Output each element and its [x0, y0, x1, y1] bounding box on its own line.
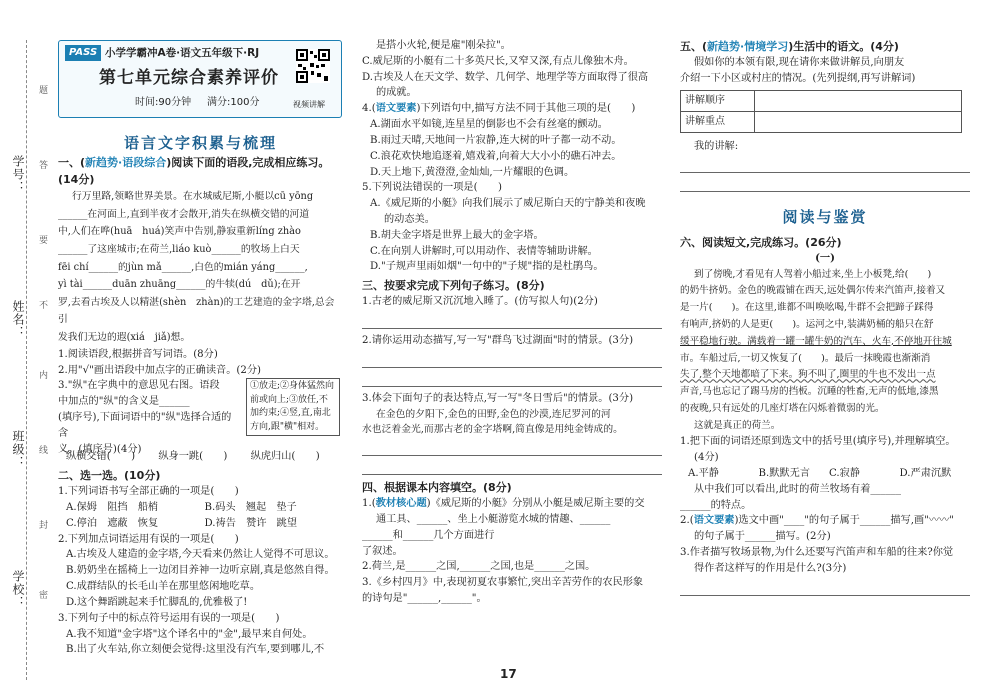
section-title-accumulation: 语言文字积累与梳理	[123, 134, 277, 152]
fill-line: 3.《乡村四月》中,表现初夏农事繁忙,突出辛苦劳作的农民形象	[362, 577, 644, 589]
passage-line: 发我们无边的遐(xiá jiǎ)想。	[58, 332, 191, 344]
element-tag: 语文要素	[693, 514, 735, 527]
passage-venice	[58, 188, 343, 347]
option[interactable]: C.在向别人讲解时,可以用动作、表情等辅助讲解。	[370, 245, 598, 257]
example-quote	[362, 407, 662, 437]
continued-line: 是搭小火轮,便是雇"刚朵拉"。	[376, 40, 511, 51]
student-id-label: 学号：	[11, 155, 25, 194]
option[interactable]: A.我不知道"金字塔"这个译名中的"金",最早来自何处。	[66, 628, 313, 640]
option[interactable]: C.浪花欢快地追逐着,嬉戏着,向着大大小小的礁石冲去。	[370, 150, 622, 162]
option[interactable]: B.码头 翘起 垫子	[204, 502, 297, 514]
logo: PASS	[65, 45, 101, 61]
option[interactable]: A.《威尼斯的小艇》向我们展示了威尼斯白天的宁静美和夜晚	[370, 198, 646, 210]
passage-line: ______了这座城市;在荷兰,liáo kuò______的牧场上白天	[58, 243, 300, 255]
answer-line[interactable]	[362, 349, 662, 368]
fill-line[interactable]: 2.荷兰,是______之国,______之国,也是______之国。	[362, 561, 596, 573]
option[interactable]: D.这个舞蹈跳起来手忙脚乱的,优雅极了!	[66, 596, 248, 608]
fill-line[interactable]: ______和______几个方面进行	[362, 529, 495, 541]
options	[58, 627, 343, 659]
sub-question-3	[58, 378, 343, 455]
qr-code-icon[interactable]	[296, 49, 330, 83]
sub-question: 2.下列加点词语运用有误的一项是( )	[58, 533, 239, 545]
seal-mark: 线	[37, 445, 47, 454]
passage-line: 这就是真正的荷兰。	[694, 419, 781, 431]
passage-line: 有响声,挤奶的人是更( )。运河之中,装满奶桶的船只在舒	[680, 318, 934, 330]
name-label: 姓名：	[11, 300, 25, 339]
option[interactable]: D."子规声里雨如烟"一句中的"子规"指的是杜鹃鸟。	[370, 261, 604, 273]
passage-line: 的奶牛挤奶。金色的晚霞铺在西天,远处偶尔传来汽笛声,接着又	[680, 285, 946, 297]
table-row-label: 讲解重点	[681, 111, 755, 132]
question-6-heading: 六、阅读短文,完成练习。(26分)	[680, 235, 842, 249]
option-continued: 的成就。	[376, 87, 417, 99]
passage-line: 是一片( )。在这里,谁都不叫唤吆喝,牛群不会把蹄子踩得	[680, 302, 934, 314]
word-item: 纵虎归山( )	[250, 451, 320, 463]
answer-line[interactable]	[680, 173, 970, 192]
table-row-label: 讲解顺序	[681, 90, 755, 111]
option[interactable]: B.奶奶坐在摇椅上一边闭目养神一边听京剧,真是悠然自得。	[66, 565, 335, 577]
page-number: 17	[500, 667, 517, 681]
sub-question: 3.体会下面句子的表达特点,写一写"冬日雪后"的情景。(3分)	[362, 392, 634, 404]
element-tag: 语文要素	[375, 102, 417, 115]
answer-line[interactable]	[362, 456, 662, 475]
passage-line: ______在河面上,直到半夜才会散开,消失在纵横交错的河道	[58, 208, 310, 220]
question-5-heading: 五、(新趋势·情境学习)生活中的语文。(4分)	[680, 40, 899, 53]
binding-sidebar	[0, 0, 52, 695]
sub-question: 4.(语文要素)下列语句中,描写方法不同于其他三项的是( )	[362, 102, 636, 115]
fill-line[interactable]: 通工具、______、坐上小艇游览水城的情趣、______	[376, 513, 611, 525]
passage-netherlands	[680, 267, 970, 435]
class-label: 班级：	[11, 430, 25, 469]
qr-caption: 视频讲解	[293, 100, 325, 109]
seal-mark: 封	[37, 520, 47, 529]
quote-line: 水也泛着金光,而那古老的金字塔啊,简直像是用纯金铸成的。	[362, 423, 623, 435]
sub-question: 2.(语文要素)选文中画"____"的句子属于______描写,画"〰〰"	[680, 514, 954, 527]
question-1	[58, 154, 343, 658]
sub-question-line: 义。(填序号)(4分)	[58, 443, 142, 455]
passage-line: yì tài______duān zhuāng______的牛犊(dú dǔ);在开	[58, 279, 301, 291]
answer-line[interactable]	[362, 310, 662, 329]
options	[680, 466, 970, 482]
option[interactable]: D.严肃沉默	[899, 468, 952, 480]
option[interactable]: B.胡夫金字塔是世界上最大的金字塔。	[370, 229, 544, 241]
seal-mark: 题	[37, 85, 47, 94]
part-label: (一)	[815, 251, 835, 264]
sub-question-line: 中加点的"纵"的含义是______	[58, 396, 190, 408]
option[interactable]: D.祷告 赞许 跳望	[204, 517, 298, 529]
passage-line: 到了傍晚,才看见有人驾着小船过来,坐上小板凳,给( )	[694, 268, 932, 280]
fill-line[interactable]: 从中我们可以看出,此时的荷兰牧场有着______	[694, 483, 901, 495]
passage-line: 声音,马也忘记了踢马房的挡板。沉睡的牲畜,无声的低地,漆黑	[680, 386, 939, 398]
option[interactable]: B.默默无言	[758, 468, 810, 480]
intro-line: 假如你的本领有限,现在请你来做讲解员,向朋友	[694, 57, 905, 69]
word-item: 纵横交错( )	[66, 451, 136, 463]
options	[58, 547, 343, 610]
option[interactable]: C.寂静	[829, 468, 861, 480]
sub-question: 1.阅读语段,根据拼音写词语。(8分)	[58, 348, 218, 360]
sub-question: 2.请你运用动态描写,写一写"群鸟飞过湖面"时的情景。(3分)	[362, 335, 634, 347]
seal-mark: 要	[37, 235, 47, 244]
series-title: 小学学霸冲A卷·语文五年级下·RJ	[105, 47, 260, 59]
sub-question-line: 得作者这样写的作用是什么?(3分)	[694, 562, 847, 574]
seal-mark: 答	[37, 160, 47, 169]
options	[362, 117, 662, 180]
option[interactable]: A.平静	[688, 468, 719, 480]
option[interactable]: A.古埃及人建造的金字塔,今天看来仍然让人觉得不可思议。	[66, 549, 335, 561]
word-item: 纵身一跳( )	[158, 451, 228, 463]
sub-question: 1.古老的威尼斯又沉沉地入睡了。(仿写拟人句)(2分)	[362, 296, 598, 308]
sub-question-line: 3."纵"在字典中的意思见右图。语段	[58, 380, 220, 392]
answer-line[interactable]	[680, 577, 970, 596]
sub-question: 5.下列说法错误的一项是( )	[362, 182, 502, 194]
time-limit: 时间:90分钟	[135, 97, 192, 108]
core-tag: 教材核心题	[375, 497, 427, 510]
sub-question: 3.下列句子中的标点符号运用有误的一项是( )	[58, 612, 280, 624]
passage-line-wavy: 失了,整个天地都暗了下来。狗不叫了,圈里的牛也不发出一点	[680, 369, 936, 381]
question-4-heading: 四、根据课本内容填空。(8分)	[362, 481, 512, 495]
dictionary-box: ①放走;②身体猛然向前或向上;③放任,不加约束;④竖,直,南北方向,跟"横"相对。	[246, 378, 340, 436]
seal-mark: 不	[37, 300, 47, 309]
fill-line[interactable]: 的句子属于______描写。(2分)	[694, 531, 831, 543]
question-1-heading: 一、(新趋势·语段综合)阅读下面的语段,完成相应练习。(14分)	[58, 156, 330, 187]
option[interactable]: D.天上地下,黄澄澄,金灿灿,一片耀眼的色调。	[370, 166, 575, 178]
table-cell-input[interactable]	[755, 111, 962, 132]
intro-line: 介绍一下小区或村庄的情况。(先列提纲,再写讲解词)	[680, 72, 916, 84]
score-note: (4分)	[694, 452, 719, 464]
option-continued: 的动态美。	[384, 213, 435, 225]
passage-line: 行万里路,领略世界美景。在水城威尼斯,小艇以cū yōng	[72, 191, 314, 203]
option[interactable]: C.停泊 遮蔽 恢复	[66, 517, 159, 529]
exam-title: 第七单元综合素养评价	[99, 68, 279, 88]
trend-tag: 新趋势·情境学习	[707, 40, 789, 53]
sub-question: 2.用"√"画出语段中加点字的正确读音。(2分)	[58, 364, 262, 376]
sub-question: 3.作者描写牧场景物,为什么还要写汽笛声和车船的往来?你觉	[680, 547, 954, 559]
question-2-heading: 二、选一选。(10分)	[58, 469, 161, 483]
full-score: 满分:100分	[207, 97, 260, 108]
fill-line[interactable]: ______的特点。	[680, 499, 752, 511]
table-cell-input[interactable]	[755, 90, 962, 111]
options	[58, 500, 343, 532]
option[interactable]: B.出了火车站,你立刻便会觉得:这里没有汽车,要到哪儿,不	[66, 644, 325, 656]
passage-line: 罗,去看古埃及人以精湛(shèn zhàn)的工艺建造的金字塔,总会引	[58, 296, 335, 326]
option[interactable]: A.保姆 阻挡 船梢	[66, 502, 159, 514]
option[interactable]: C.威尼斯的小艇有二十多英尺长,又窄又深,有点儿像独木舟。	[362, 55, 634, 67]
option[interactable]: B.雨过天晴,天地间一片寂静,连大树的叶子都一动不动。	[370, 134, 622, 146]
sub-question: 1.下列词语书写全部正确的一项是( )	[58, 486, 239, 498]
school-label: 学校：	[11, 570, 25, 609]
answer-line[interactable]	[362, 437, 662, 456]
quote-line: 在金色的夕阳下,金色的田野,金色的沙漠,连尼罗河的河	[376, 408, 611, 420]
passage-line: 中,人们在哗(huā huá)笑声中告别,静寂重新líng zhào	[58, 226, 301, 238]
passage-line: fēi chí______的jùn mǎ______,白色的mián yáng______,	[58, 261, 308, 273]
answer-line[interactable]	[362, 368, 662, 387]
seal-mark: 密	[37, 590, 47, 599]
option[interactable]: D.古埃及人在天文学、数学、几何学、地理学等方面取得了很高	[362, 71, 649, 83]
passage-line-underlined: 缓平稳地行驶。满载着一罐一罐牛奶的汽车、火车,不停地开往城	[680, 335, 952, 347]
passage-line: 市。车船过后,一切又恢复了( )。最后一抹晚霞也渐渐消	[680, 352, 931, 364]
option[interactable]: A.湖面水平如镜,连星星的倒影也不会有丝毫的颤动。	[370, 119, 608, 131]
exam-header	[58, 40, 342, 118]
section-title-reading: 阅读与鉴赏	[782, 208, 868, 227]
question-3-heading: 三、按要求完成下列句子练习。(8分)	[362, 279, 545, 293]
outline-table	[680, 90, 962, 133]
sub-question: 1.把下面的词语还原到选文中的括号里(填序号),并理解填空。	[680, 436, 956, 448]
options	[362, 196, 662, 275]
answer-line[interactable]	[680, 154, 970, 173]
option[interactable]: C.成群结队的长毛山羊在那里悠闲地吃草。	[66, 581, 261, 593]
fill-line: 了叙述。	[362, 545, 403, 557]
passage-line: 的夜晚,只有远处的几座灯塔在闪烁着微弱的光。	[680, 402, 885, 414]
my-talk-label: 我的讲解:	[694, 140, 739, 152]
sub-question-line: (填序号),下面词语中的"纵"选择合适的含	[58, 411, 232, 439]
trend-tag: 新趋势·语段综合	[85, 156, 167, 169]
fill-line[interactable]: 的诗句是"______,______"。	[362, 592, 487, 604]
seal-mark: 内	[37, 370, 47, 379]
sub-question: 1.(教材核心题)《威尼斯的小艇》分别从小艇是威尼斯主要的交	[362, 497, 645, 510]
